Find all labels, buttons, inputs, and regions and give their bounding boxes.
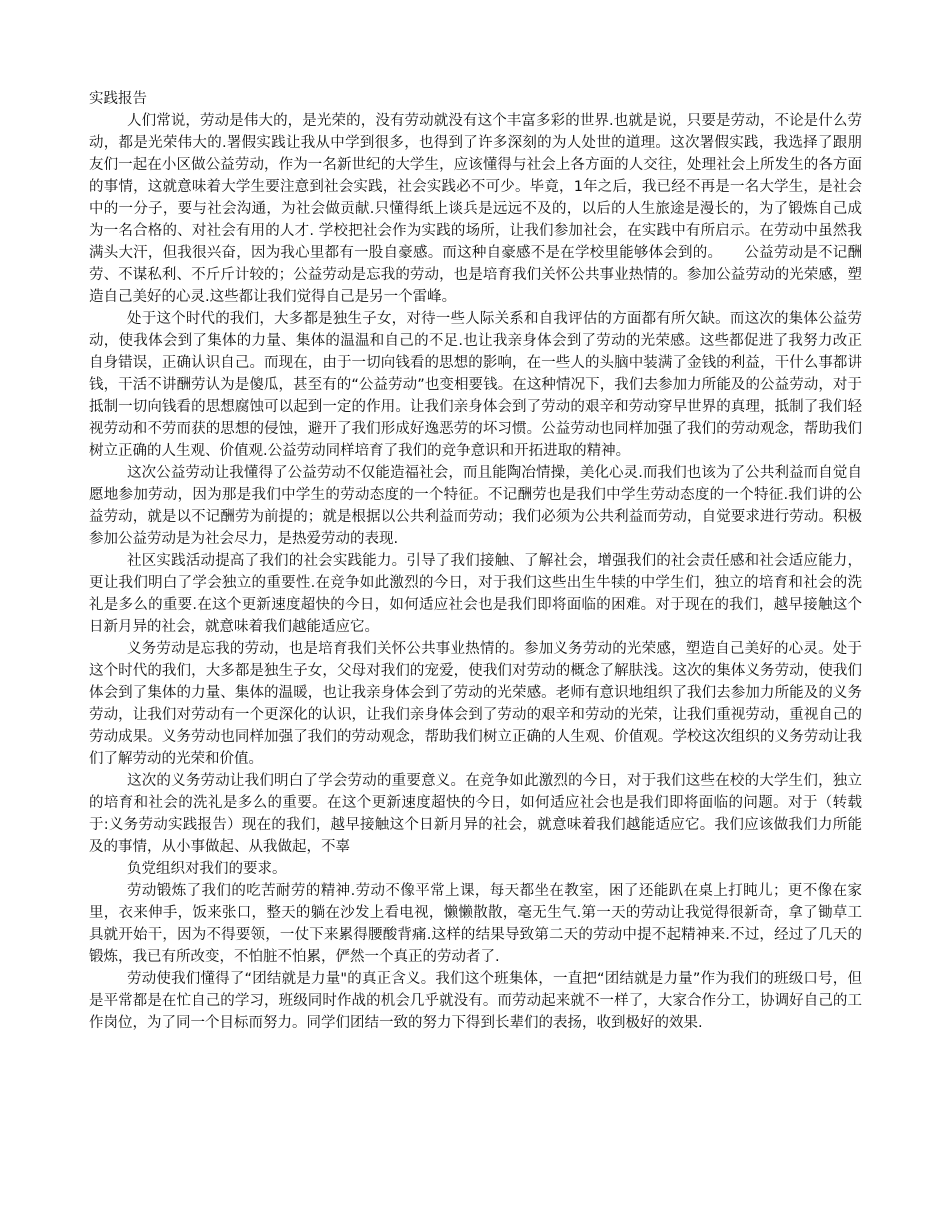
paragraph-9: 劳动使我们懂得了“团结就是力量"的真正含义。我们这个班集体，一直把“团结就是力量”作为我们的班级口号，但是平常都是在忙自己的学习，班级同时作战的机会几乎就没有。而劳动起来就不一样了，大家合作分工，协调好自己的工作岗位，为了同一个目标而努力。同学们团结一致的努力下得到长辈们的表扬，收到极好的效果. — [89, 971, 862, 1031]
paragraph-8: 劳动锻炼了我们的吃苦耐劳的精神.劳动不像平常上课，每天都坐在教室，困了还能趴在桌上打盹儿；更不像在家里，衣来伸手，饭来张口，整天的躺在沙发上看电视，懒懒散散，毫无生气.第一天的劳动让我觉得很新奇，拿了锄草工具就开始干，因为不得要领，一仗下来累得腰酸背痛.这样的结果导致第二天的劳动中提不起精神来.不过，经过了几天的锻炼，我已有所改变，不怕脏不怕累，俨然一个真正的劳动者了. — [89, 883, 862, 965]
paragraph-2: 处于这个时代的我们，大多都是独生子女，对待一些人际关系和自我评估的方面都有所欠缺。而这次的集体公益劳动，使我体会到了集体的力量、集体的温温和自己的不足.也让我亲身体会到了劳动的光荣感。这些都促进了我努力改正自身错误，正确认识自己。而现在，由于一切向钱看的思想的影响，在一些人的头脑中装满了金钱的利益，干什么事都讲钱，干活不讲酬劳认为是傻瓜，甚至有的“公益劳动”也变相要钱。在这种情况下，我们去参加力所能及的公益劳动，对于抵制一切向钱看的思想腐蚀可以起到一定的作用。让我们亲身体会到了劳动的艰辛和劳动穿早世界的真理，抵制了我们轻视劳动和不劳而获的思想的侵蚀，避开了我们形成好逸恶劳的坏习惯。公益劳动也同样加强了我们的劳动观念，帮助我们树立正确的人生观、价值观.公益劳动同样培育了我们的竞争意识和开拓进取的精神。 — [89, 311, 862, 459]
paragraph-6: 这次的义务劳动让我们明白了学会劳动的重要意义。在竞争如此激烈的今日，对于我们这些在校的大学生们，独立的培育和社会的洗礼是多么的重要。在这个更新速度超快的今日，如何适应社会也是我们即将面临的问题。对于（转载于:义务劳动实践报告）现在的我们，越早接触这个日新月异的社会，就意味着我们越能适应它。我们应该做我们力所能及的事情，从小事做起、从我做起，不辜 — [89, 773, 862, 855]
document-page — [89, 88, 862, 1034]
document-title: 实践报告 — [89, 91, 147, 107]
paragraph-4: 社区实践活动提高了我们的社会实践能力。引导了我们接触、了解社会，增强我们的社会责任感和社会适应能力，更让我们明白了学会独立的重要性.在竞争如此激烈的今日，对于我们这些出生牛犊的中学生们，独立的培育和社会的洗礼是多么的重要.在这个更新速度超快的今日，如何适应社会也是我们即将面临的困难。对于现在的我们，越早接触这个日新月异的社会，就意味着我们越能适应它。 — [89, 553, 862, 635]
paragraph-7: 负党组织对我们的要求。 — [127, 861, 287, 877]
paragraph-3: 这次公益劳动让我懂得了公益劳动不仅能造福社会，而且能陶冶情操，美化心灵.而我们也该为了公共利益而自觉自愿地参加劳动，因为那是我们中学生的劳动态度的一个特征。不记酬劳也是我们中学生劳动态度的一个特征.我们讲的公益劳动，就是以不记酬劳为前提的；就是根据以公共利益而劳动；我们必须为公共利益而劳动，自觉要求进行劳动。积极参加公益劳动是为社会尽力，是热爱劳动的表现. — [89, 465, 862, 547]
paragraph-1: 人们常说，劳动是伟大的，是光荣的，没有劳动就没有这个丰富多彩的世界.也就是说，只要是劳动，不论是什么劳动，都是光荣伟大的.署假实践让我从中学到很多，也得到了许多深刻的为人处世的道理。这次署假实践，我选择了跟朋友们一起在小区做公益劳动，作为一名新世纪的大学生，应该懂得与社会上各方面的人交往，处理社会上所发生的各方面的事情，这就意味着大学生要注意到社会实践，社会实践必不可少。毕竟，1年之后，我已经不再是一名大学生，是社会中的一分子，要与社会沟通，为社会做贡献.只懂得纸上谈兵是远远不及的，以后的人生旅途是漫长的，为了锻炼自己成为一名合格的、对社会有用的人才. 学校把社会作为实践的场所，让我们参加社会，在实践中有所启示。在劳动中虽然我满头大汗，但我很兴奋，因为我心里都有一股自豪感。而这种自豪感不是在学校里能够体会到的。 公益劳动是不记酬劳、不谋私利、不斤斤计较的；公益劳动是忘我的劳动，也是培育我们关怀公共事业热情的。参加公益劳动的光荣感，塑造自己美好的心灵.这些都让我们觉得自己是另一个雷峰。 — [89, 113, 862, 305]
paragraph-5: 义务劳动是忘我的劳动，也是培育我们关怀公共事业热情的。参加义务劳动的光荣感，塑造自己美好的心灵。处于这个时代的我们，大多都是独生子女，父母对我们的宠爱，使我们对劳动的概念了解肤浅。这次的集体义务劳动，使我们体会到了集体的力量、集体的温暖，也让我亲身体会到了劳动的光荣感。老师有意识地组织了我们去参加力所能及的义务劳动，让我们对劳动有一个更深化的认识，让我们亲身体会到了劳动的艰辛和劳动的光荣，让我们重视劳动，重视自己的劳动成果。义务劳动也同样加强了我们的劳动观念，帮助我们树立正确的人生观、价值观。学校这次组织的义务劳动让我们了解劳动的光荣和价值。 — [89, 641, 862, 767]
